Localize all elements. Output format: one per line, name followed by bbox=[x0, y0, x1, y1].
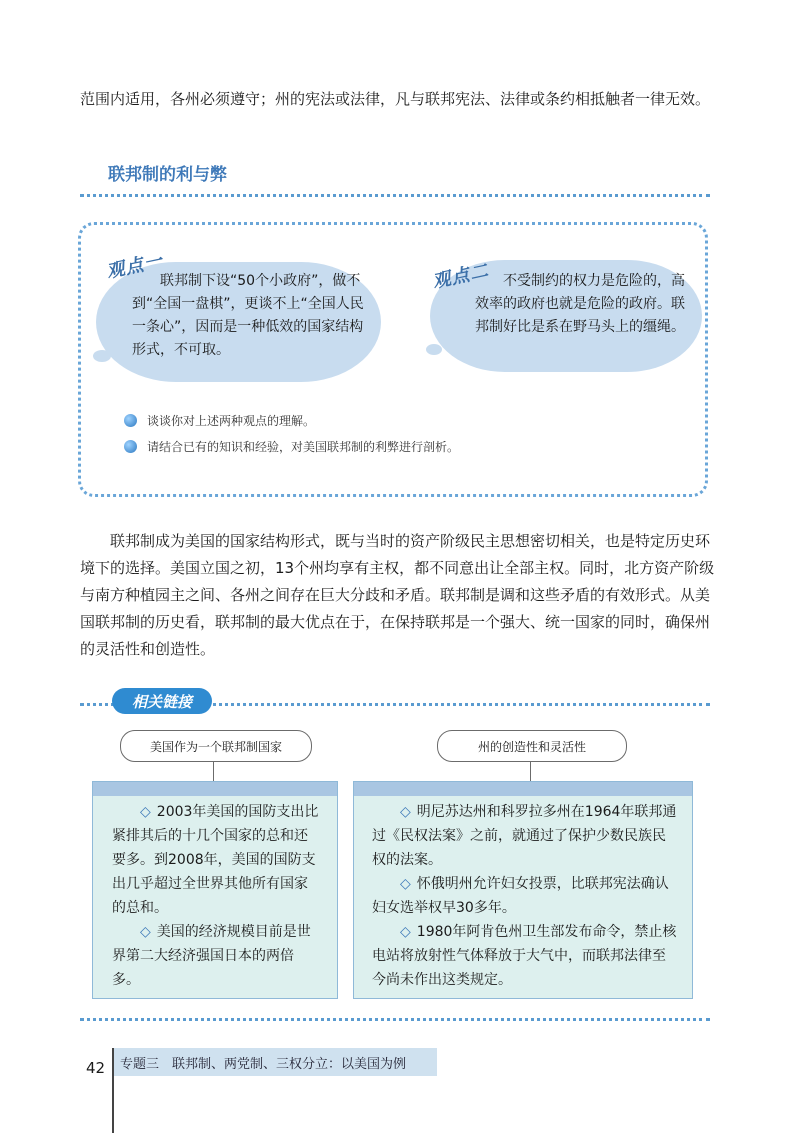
panel-item-text: 1980年阿肯色州卫生部发布命令，禁止核电站将放射性气体释放于大气中，而联邦法律至今尚未作出这类规定。 bbox=[372, 924, 677, 988]
footer-rule bbox=[112, 1048, 114, 1133]
viewpoint-2-label: 观点二 bbox=[430, 260, 491, 293]
panel-item-text: 美国的经济规模目前是世界第二大经济强国日本的两倍多。 bbox=[112, 924, 311, 988]
viewpoint-1-text: 联邦制下设“50个小政府”，做不到“全国一盘棋”，更谈不上“全国人民一条心”，因而是一种低效的国家结构形式，不可取。 bbox=[132, 273, 364, 358]
page-number: 42 bbox=[86, 1059, 106, 1077]
chapter-title: 专题三 联邦制、两党制、三权分立：以美国为例 bbox=[120, 1056, 407, 1072]
bullet-icon bbox=[124, 440, 137, 453]
bullet-icon bbox=[124, 414, 137, 427]
panel-item-text: 怀俄明州允许妇女投票，比联邦宪法确认妇女选举权早30多年。 bbox=[372, 876, 669, 916]
chapter-footer bbox=[112, 1048, 437, 1076]
cloud-bubble bbox=[440, 330, 470, 350]
connector-line bbox=[530, 761, 531, 781]
panel-heading-1: 美国作为一个联邦制国家 bbox=[120, 730, 312, 762]
intro-paragraph: 范围内适用，各州必须遵守；州的宪法或法律，凡与联邦宪法、法律或条约相抵触者一律无效。 bbox=[80, 90, 711, 108]
diamond-icon: ◇ bbox=[140, 804, 151, 820]
panel-item bbox=[372, 920, 678, 992]
diamond-icon: ◇ bbox=[140, 924, 151, 940]
task-text: 请结合已有的知识和经验，对美国联邦制的利弊进行剖析。 bbox=[147, 440, 460, 454]
body-paragraph: 联邦制成为美国的国家结构形式，既与当时的资产阶级民主思想密切相关，也是特定历史环境下的选择。美国立国之初，13个州均享有主权，都不同意出让全部主权。同时，北方资产阶级与南方种植园主之间、各州之间存在巨大分歧和矛盾。联邦制是调和这些矛盾的有效形式。从美国联邦制的历史看，联邦制的最大优点在于，在保持联邦是一个强大、统一国家的同时，确保州的灵活性和创造性。 bbox=[80, 532, 715, 658]
viewpoint-1-label: 观点一 bbox=[104, 250, 165, 283]
diamond-icon: ◇ bbox=[400, 876, 411, 892]
panel-item bbox=[112, 800, 320, 920]
task-item bbox=[124, 412, 315, 429]
diamond-icon: ◇ bbox=[400, 804, 411, 820]
panel-topbar bbox=[354, 782, 692, 796]
connector-line bbox=[213, 761, 214, 781]
viewpoint-2-text: 不受制约的权力是危险的，高效率的政府也就是危险的政府。联邦制好比是系在野马头上的缰绳。 bbox=[475, 273, 685, 335]
panel-item-text: 明尼苏达州和科罗拉多州在1964年联邦通过《民权法案》之前，就通过了保护少数民族民权的法案。 bbox=[372, 804, 677, 868]
panel-item bbox=[112, 920, 320, 992]
dotted-divider bbox=[80, 194, 710, 197]
panel-heading-2: 州的创造性和灵活性 bbox=[437, 730, 627, 762]
cloud-bubble bbox=[93, 350, 111, 362]
task-text: 谈谈你对上述两种观点的理解。 bbox=[147, 414, 316, 428]
section-title: 联邦制的利与弊 bbox=[108, 165, 227, 185]
related-links-tag: 相关链接 bbox=[112, 688, 212, 714]
panel-item bbox=[372, 800, 678, 872]
panel-topbar bbox=[93, 782, 337, 796]
panel-1-text bbox=[112, 800, 320, 992]
cloud-bubble bbox=[426, 344, 442, 355]
panel-item bbox=[372, 872, 678, 920]
panel-2-text bbox=[372, 800, 678, 992]
task-item bbox=[124, 438, 459, 455]
dotted-divider bbox=[80, 1018, 710, 1021]
diamond-icon: ◇ bbox=[400, 924, 411, 940]
panel-item-text: 2003年美国的国防支出比紧排其后的十几个国家的总和还要多。到2008年，美国的国防支出几乎超过全世界其他所有国家的总和。 bbox=[112, 804, 319, 916]
